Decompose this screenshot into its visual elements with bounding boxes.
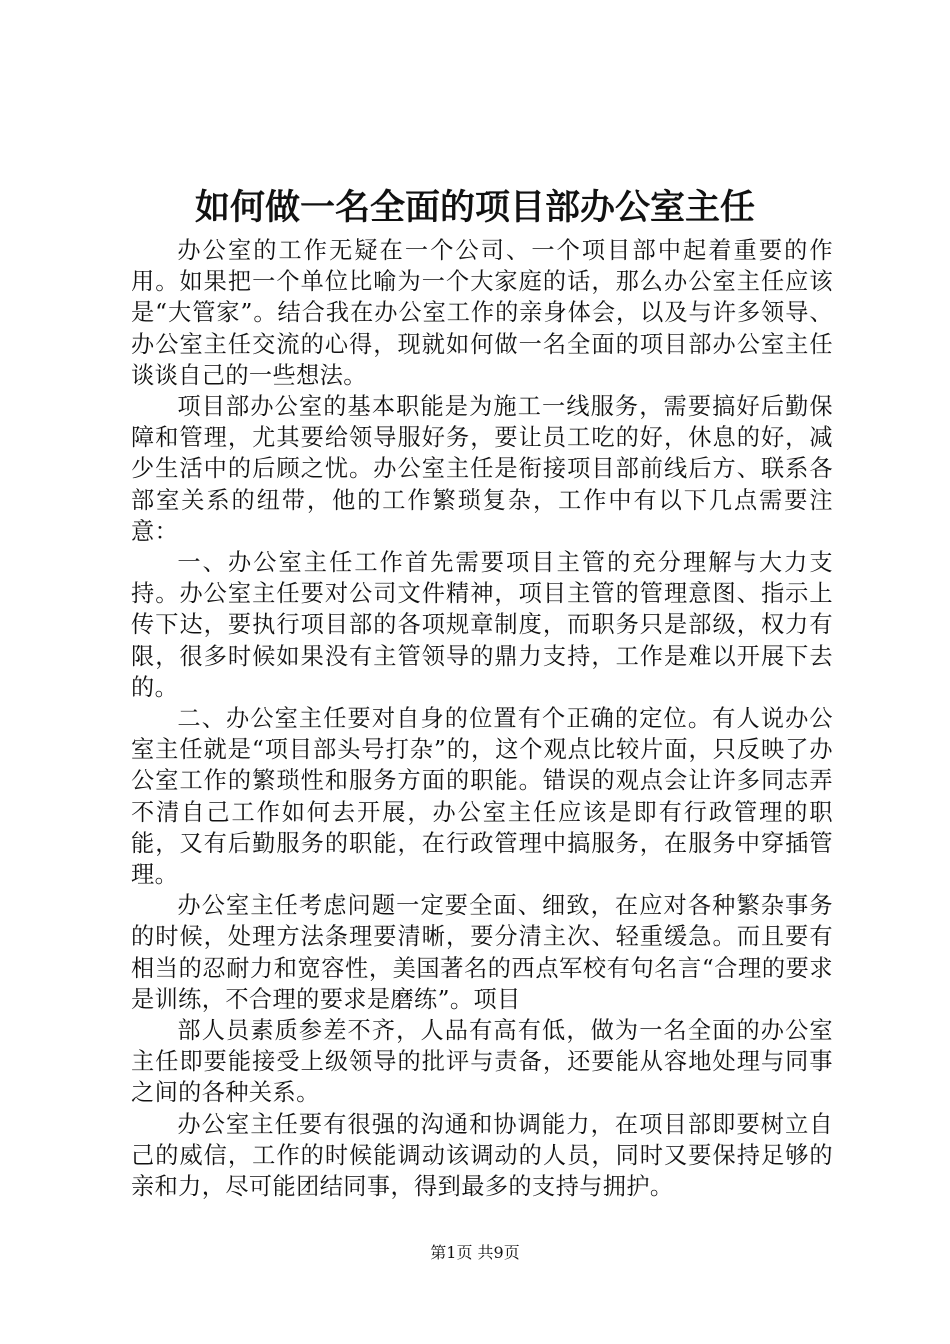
document-title: 如何做一名全面的项目部办公室主任 [194,187,755,228]
paragraph: 办公室主任要有很强的沟通和协调能力，在项目部即要树立自己的威信，工作的时候能调动该调动的人员，同时又要保持足够的亲和力，尽可能团结同事，得到最多的支持与拥护。 [131,1110,833,1201]
document-body [131,235,833,1202]
page-number-footer: 第1页 共9页 [430,1243,520,1262]
paragraph: 办公室的工作无疑在一个公司、一个项目部中起着重要的作用。如果把一个单位比喻为一个大家庭的话，那么办公室主任应该是“大管家”。结合我在办公室工作的亲身体会，以及与许多领导、办公室主任交流的心得，现就如何做一名全面的项目部办公室主任谈谈自己的一些想法。 [131,237,833,389]
paragraph: 办公室主任考虑问题一定要全面、细致，在应对各种繁杂事务的时候，处理方法条理要清晰，要分清主次、轻重缓急。而且要有相当的忍耐力和宽容性，美国著名的西点军校有句名言“合理的要求是训练，不合理的要求是磨练”。项目 [131,892,833,1013]
paragraph: 一、办公室主任工作首先需要项目主管的充分理解与大力支持。办公室主任要对公司文件精神，项目主管的管理意图、指示上传下达，要执行项目部的各项规章制度，而职务只是部级，权力有限，很多时候如果没有主管领导的鼎力支持，工作是难以开展下去的。 [131,549,833,701]
paragraph: 二、办公室主任要对自身的位置有个正确的定位。有人说办公室主任就是“项目部头号打杂”的，这个观点比较片面，只反映了办公室工作的繁琐性和服务方面的职能。错误的观点会让许多同志弄不清自己工作如何去开展，办公室主任应该是即有行政管理的职能，又有后勤服务的职能，在行政管理中搞服务，在服务中穿插管理。 [131,705,833,889]
paragraph: 项目部办公室的基本职能是为施工一线服务，需要搞好后勤保障和管理，尤其要给领导服好务，要让员工吃的好，休息的好，减少生活中的后顾之忧。办公室主任是衔接项目部前线后方、联系各部室关系的纽带，他的工作繁琐复杂，工作中有以下几点需要注意： [131,393,833,545]
paragraph: 部人员素质参差不齐，人品有高有低，做为一名全面的办公室主任即要能接受上级领导的批评与责备，还要能从容地处理与同事之间的各种关系。 [131,1017,833,1107]
